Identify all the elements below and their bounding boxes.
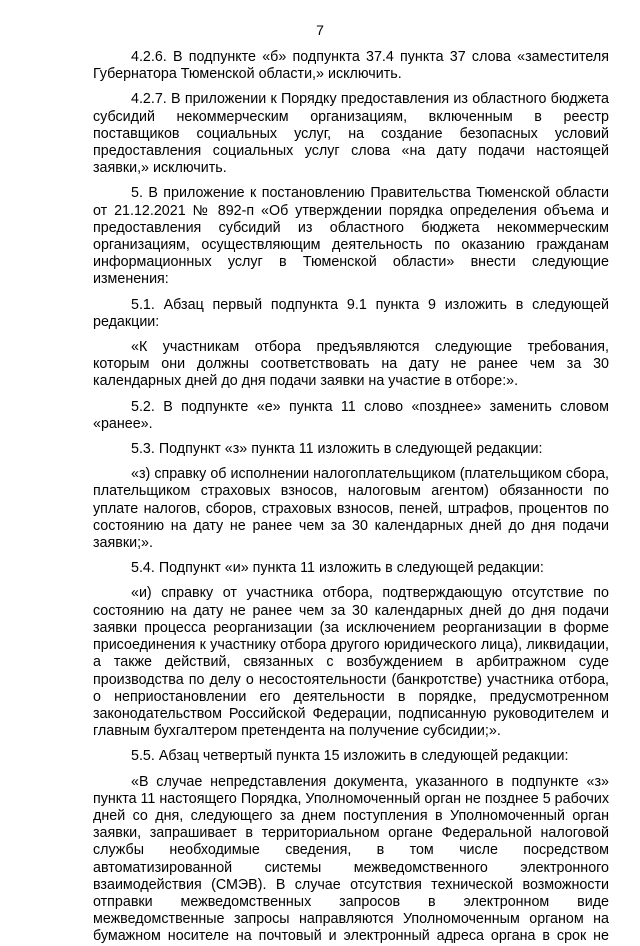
document-body — [93, 49, 609, 946]
paragraph-5-3-quote: «з) справку об исполнении налогоплательщиком (плательщиком сбора, плательщиком страховых взносов, налоговым агентом) обязанности по уплате налогов, сборов, страховых взносов, пеней, штрафов, процентов по состоянию на дату не ранее чем за 30 календарных дней до дня подачи заявки;». — [93, 466, 609, 552]
paragraph-5-5: 5.5. Абзац четвертый пункта 15 изложить в следующей редакции: — [131, 748, 569, 765]
paragraph-4-2-6: 4.2.6. В подпункте «б» подпункта 37.4 пункта 37 слова «заместителя Губернатора Тюменской области,» исключить. — [93, 49, 609, 83]
paragraph-5-4-quote: «и) справку от участника отбора, подтверждающую отсутствие по состоянию на дату не ранее чем за 30 календарных дней до дня подачи заявки процесса реорганизации (за исключением реорганизации в форме присоединения к участнику отбора другого юридического лица), ликвидации, а также действий, связанных с возбуждением в арбитражном суде производства по делу о несостоятельности (банкротстве) участника отбора, о неприостановлении его деятельности в порядке, предусмотренном законодательством Российской Федерации, подписанную руководителем и главным бухгалтером претендента на получение субсидии;». — [93, 585, 609, 740]
paragraph-5-1: 5.1. Абзац первый подпункта 9.1 пункта 9 изложить в следующей редакции: — [93, 296, 609, 330]
page-number: 7 — [316, 22, 324, 38]
paragraph-5-4: 5.4. Подпункт «и» пункта 11 изложить в следующей редакции: — [131, 560, 544, 577]
paragraph-5: 5. В приложение к постановлению Правительства Тюменской области от 21.12.2021 № 892-п «Об утверждении порядка определения объема и предоставления субсидий из областного бюджета некоммерческим организациям, осуществляющим деятельность по оказанию гражданам информационных услуг в Тюменской области» внести следующие изменения: — [93, 185, 609, 288]
paragraph-5-2: 5.2. В подпункте «е» пункта 11 слово «позднее» заменить словом «ранее». — [93, 398, 609, 432]
paragraph-5-3: 5.3. Подпункт «з» пункта 11 изложить в следующей редакции: — [131, 441, 543, 458]
paragraph-5-1-quote: «К участникам отбора предъявляются следующие требования, которым они должны соответствовать на дату не ранее чем за 30 календарных дней до дня подачи заявки на участие в отборе:». — [93, 339, 609, 390]
paragraph-5-5-quote: «В случае непредставления документа, указанного в подпункте «з» пункта 11 настоящего Порядка, Уполномоченный орган не позднее 5 рабочих дней со дня, следующего за днем поступления в Уполномоченный орган заявки, запрашивает в территориальном органе Федеральной налоговой службы необходимые сведения, в том числе посредством автоматизированной системы межведомственного электронного взаимодействия (СМЭВ). В случае отсутствия технической возможности отправки межведомственных запросов в электронном виде межведомственные запросы направляются Уполномоченным органом на бумажном носителе на почтовый и электронный адреса органа в срок не — [93, 773, 609, 945]
paragraph-4-2-7: 4.2.7. В приложении к Порядку предоставления из областного бюджета субсидий некоммерческим организациям, включенным в реестр поставщиков социальных услуг, на создание безопасных условий предоставления социальных услуг слова «на дату подачи настоящей заявки,» исключить. — [93, 91, 609, 177]
